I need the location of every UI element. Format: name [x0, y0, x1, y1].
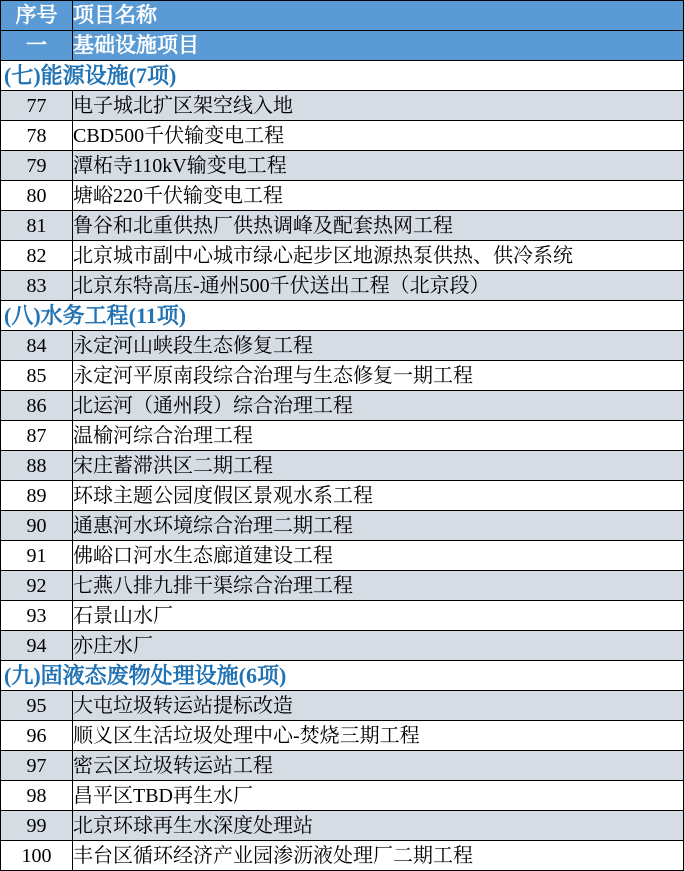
project-number-cell: 83: [1, 271, 73, 301]
project-row: [1, 121, 684, 151]
project-name-cell: 温榆河综合治理工程: [73, 421, 684, 451]
project-number-cell: 92: [1, 571, 73, 601]
project-row: [1, 211, 684, 241]
project-number-cell: 100: [1, 841, 73, 871]
project-number-cell: 97: [1, 751, 73, 781]
project-row: [1, 541, 684, 571]
project-row: [1, 781, 684, 811]
project-row: [1, 721, 684, 751]
project-row: [1, 751, 684, 781]
projects-table-body: [1, 61, 684, 871]
project-number-cell: 88: [1, 451, 73, 481]
category-row: [1, 31, 684, 61]
project-number-cell: 79: [1, 151, 73, 181]
project-name-cell: 鲁谷和北重供热厂供热调峰及配套热网工程: [73, 211, 684, 241]
section-title: (七)能源设施(7项): [1, 61, 684, 91]
project-name-cell: 永定河平原南段综合治理与生态修复一期工程: [73, 361, 684, 391]
project-number-cell: 94: [1, 631, 73, 661]
project-name-cell: 亦庄水厂: [73, 631, 684, 661]
project-name-cell: 顺义区生活垃圾处理中心-焚烧三期工程: [73, 721, 684, 751]
project-name-cell: 北京东特高压-通州500千伏送出工程（北京段）: [73, 271, 684, 301]
project-name-cell: 大屯垃圾转运站提标改造: [73, 691, 684, 721]
project-number-cell: 84: [1, 331, 73, 361]
category-number-cell: 一: [1, 31, 73, 61]
project-row: [1, 151, 684, 181]
project-number-cell: 86: [1, 391, 73, 421]
project-number-cell: 87: [1, 421, 73, 451]
project-row: [1, 271, 684, 301]
project-row: [1, 601, 684, 631]
project-number-cell: 93: [1, 601, 73, 631]
project-name-cell: 潭柘寺110kV输变电工程: [73, 151, 684, 181]
section-title: (九)固液态废物处理设施(6项): [1, 661, 684, 691]
project-row: [1, 811, 684, 841]
project-name-cell: CBD500千伏输变电工程: [73, 121, 684, 151]
project-number-cell: 82: [1, 241, 73, 271]
project-name-cell: 永定河山峡段生态修复工程: [73, 331, 684, 361]
project-row: [1, 91, 684, 121]
project-number-cell: 99: [1, 811, 73, 841]
project-row: [1, 241, 684, 271]
project-name-cell: 佛峪口河水生态廊道建设工程: [73, 541, 684, 571]
project-name-cell: 环球主题公园度假区景观水系工程: [73, 481, 684, 511]
project-row: [1, 481, 684, 511]
section-title-row: [1, 61, 684, 91]
project-row: [1, 181, 684, 211]
header-cell-project-name: 项目名称: [73, 1, 684, 31]
project-row: [1, 361, 684, 391]
project-number-cell: 91: [1, 541, 73, 571]
project-row: [1, 421, 684, 451]
project-number-cell: 89: [1, 481, 73, 511]
project-number-cell: 77: [1, 91, 73, 121]
project-name-cell: 宋庄蓄滞洪区二期工程: [73, 451, 684, 481]
project-name-cell: 昌平区TBD再生水厂: [73, 781, 684, 811]
project-number-cell: 85: [1, 361, 73, 391]
project-name-cell: 塘峪220千伏输变电工程: [73, 181, 684, 211]
project-row: [1, 511, 684, 541]
project-name-cell: 七燕八排九排干渠综合治理工程: [73, 571, 684, 601]
project-row: [1, 631, 684, 661]
project-name-cell: 电子城北扩区架空线入地: [73, 91, 684, 121]
project-number-cell: 90: [1, 511, 73, 541]
project-number-cell: 80: [1, 181, 73, 211]
project-row: [1, 451, 684, 481]
project-number-cell: 78: [1, 121, 73, 151]
project-number-cell: 96: [1, 721, 73, 751]
section-title: (八)水务工程(11项): [1, 301, 684, 331]
table-header-row: [1, 1, 684, 31]
project-row: [1, 331, 684, 361]
category-name-cell: 基础设施项目: [73, 31, 684, 61]
project-name-cell: 密云区垃圾转运站工程: [73, 751, 684, 781]
section-title-row: [1, 301, 684, 331]
project-name-cell: 北京环球再生水深度处理站: [73, 811, 684, 841]
project-name-cell: 北运河（通州段）综合治理工程: [73, 391, 684, 421]
project-row: [1, 571, 684, 601]
project-row: [1, 841, 684, 871]
project-number-cell: 81: [1, 211, 73, 241]
project-row: [1, 391, 684, 421]
project-number-cell: 95: [1, 691, 73, 721]
section-title-row: [1, 661, 684, 691]
project-name-cell: 石景山水厂: [73, 601, 684, 631]
project-name-cell: 丰台区循环经济产业园渗沥液处理厂二期工程: [73, 841, 684, 871]
project-row: [1, 691, 684, 721]
project-name-cell: 北京城市副中心城市绿心起步区地源热泵供热、供冷系统: [73, 241, 684, 271]
project-name-cell: 通惠河水环境综合治理二期工程: [73, 511, 684, 541]
project-number-cell: 98: [1, 781, 73, 811]
header-cell-number: 序号: [1, 1, 73, 31]
